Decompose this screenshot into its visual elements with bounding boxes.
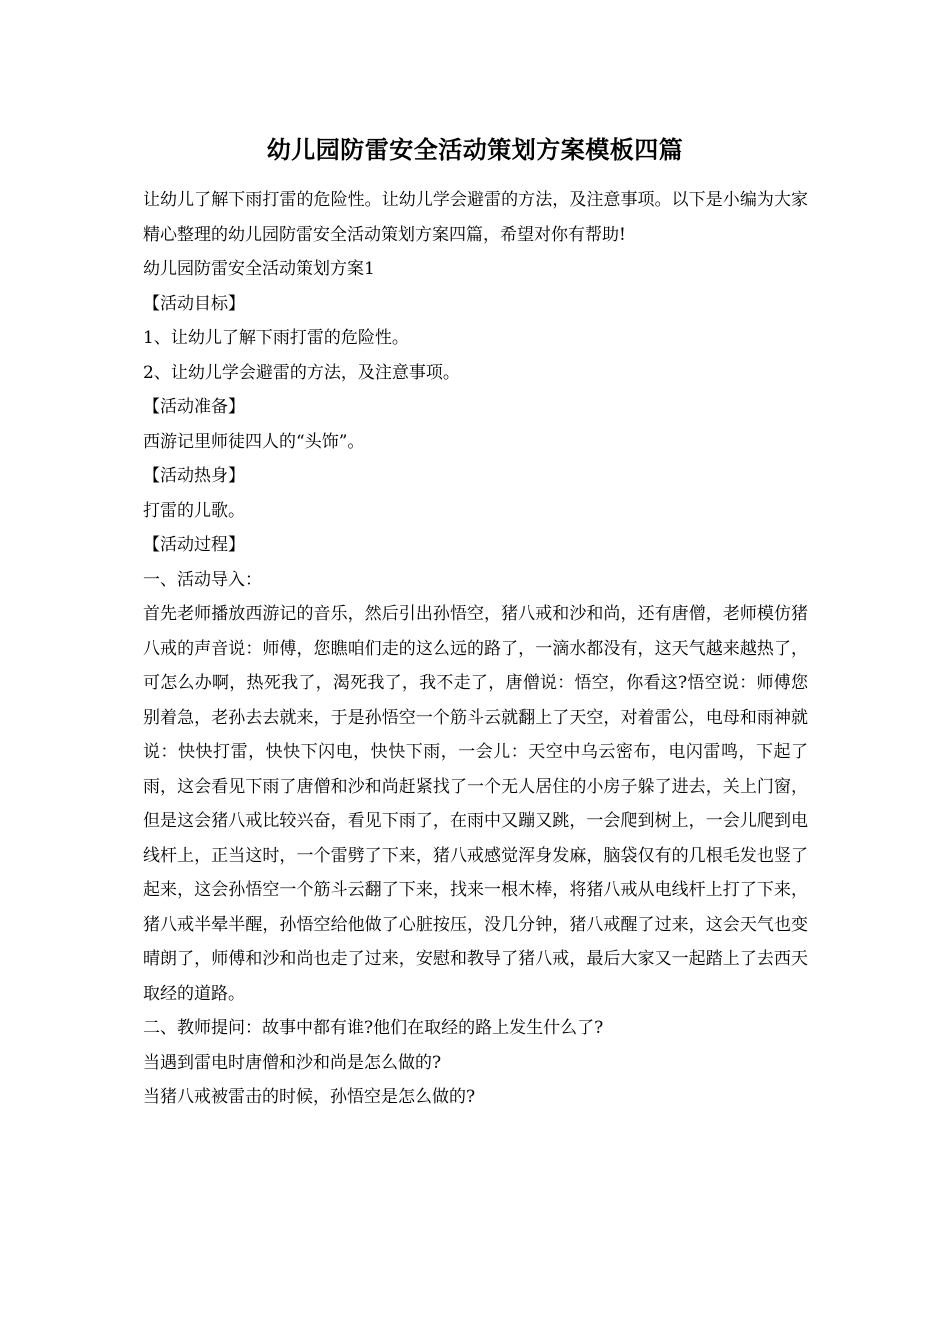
teacher-question-2: 当遇到雷电时唐僧和沙和尚是怎么做的? [143,1052,442,1073]
warmup-text: 打雷的儿歌。 [143,500,245,521]
teacher-question-3: 当猪八戒被雷击的时候，孙悟空是怎么做的? [143,1087,476,1107]
document-body [143,183,808,1115]
process-step-1-heading: 一、活动导入： [143,569,262,590]
document-title: 幼儿园防雷安全活动策划方案模板四篇 [266,135,684,164]
teacher-question-1: 二、教师提问：故事中都有谁?他们在取经的路上发生什么了? [143,1018,604,1038]
bracket-heading-goals: 【活动目标】 [143,293,245,314]
intro-paragraph: 让幼儿了解下雨打雷的危险性。让幼儿学会避雷的方法，及注意事项。以下是小编为大家精心整理的幼儿园防雷安全活动策划方案四篇，希望对你有帮助! [143,190,808,245]
goal-item-2: 2、让幼儿学会避雷的方法，及注意事项。 [143,362,460,383]
preparation-text: 西游记里师徒四人的“头饰”。 [143,431,365,452]
bracket-heading-preparation: 【活动准备】 [143,397,245,417]
section-heading-plan-1: 幼儿园防雷安全活动策划方案1 [143,259,375,279]
story-paragraph: 首先老师播放西游记的音乐，然后引出孙悟空，猪八戒和沙和尚，还有唐僧，老师模仿猪八戒的声音说：师傅，您瞧咱们走的这么远的路了，一滴水都没有，这天气越来越热了，可怎么办啊，热死我了，渴死我了，我不走了，唐僧说：悟空，你看这?悟空说：师傅您别着急，老孙去去就来，于是孙悟空一个筋斗云就翻上了天空，对着雷公，电母和雨神就说：快快打雷，快快下闪电，快快下雨，一会儿：天空中乌云密布，电闪雷鸣，下起了雨，这会看见下雨了唐僧和沙和尚赶紧找了一个无人居住的小房子躲了进去，关上门窗，但是这会猪八戒比较兴奋，看见下雨了，在雨中又蹦又跳，一会爬到树上，一会儿爬到电线杆上，正当这时，一个雷劈了下来，猪八戒感觉浑身发麻，脑袋仅有的几根毛发也竖了起来，这会孙悟空一个筋斗云翻了下来，找来一根木棒，将猪八戒从电线杆上打了下来，猪八戒半晕半醒，孙悟空给他做了心脏按压，没几分钟，猪八戒醒了过来，这会天气也变晴朗了，师傅和沙和尚也走了过来，安慰和教导了猪八戒，最后大家又一起踏上了去西天取经的道路。 [143,604,808,1004]
bracket-heading-warmup: 【活动热身】 [143,466,245,486]
bracket-heading-process: 【活动过程】 [143,535,245,555]
goal-item-1: 1、让幼儿了解下雨打雷的危险性。 [143,328,409,348]
